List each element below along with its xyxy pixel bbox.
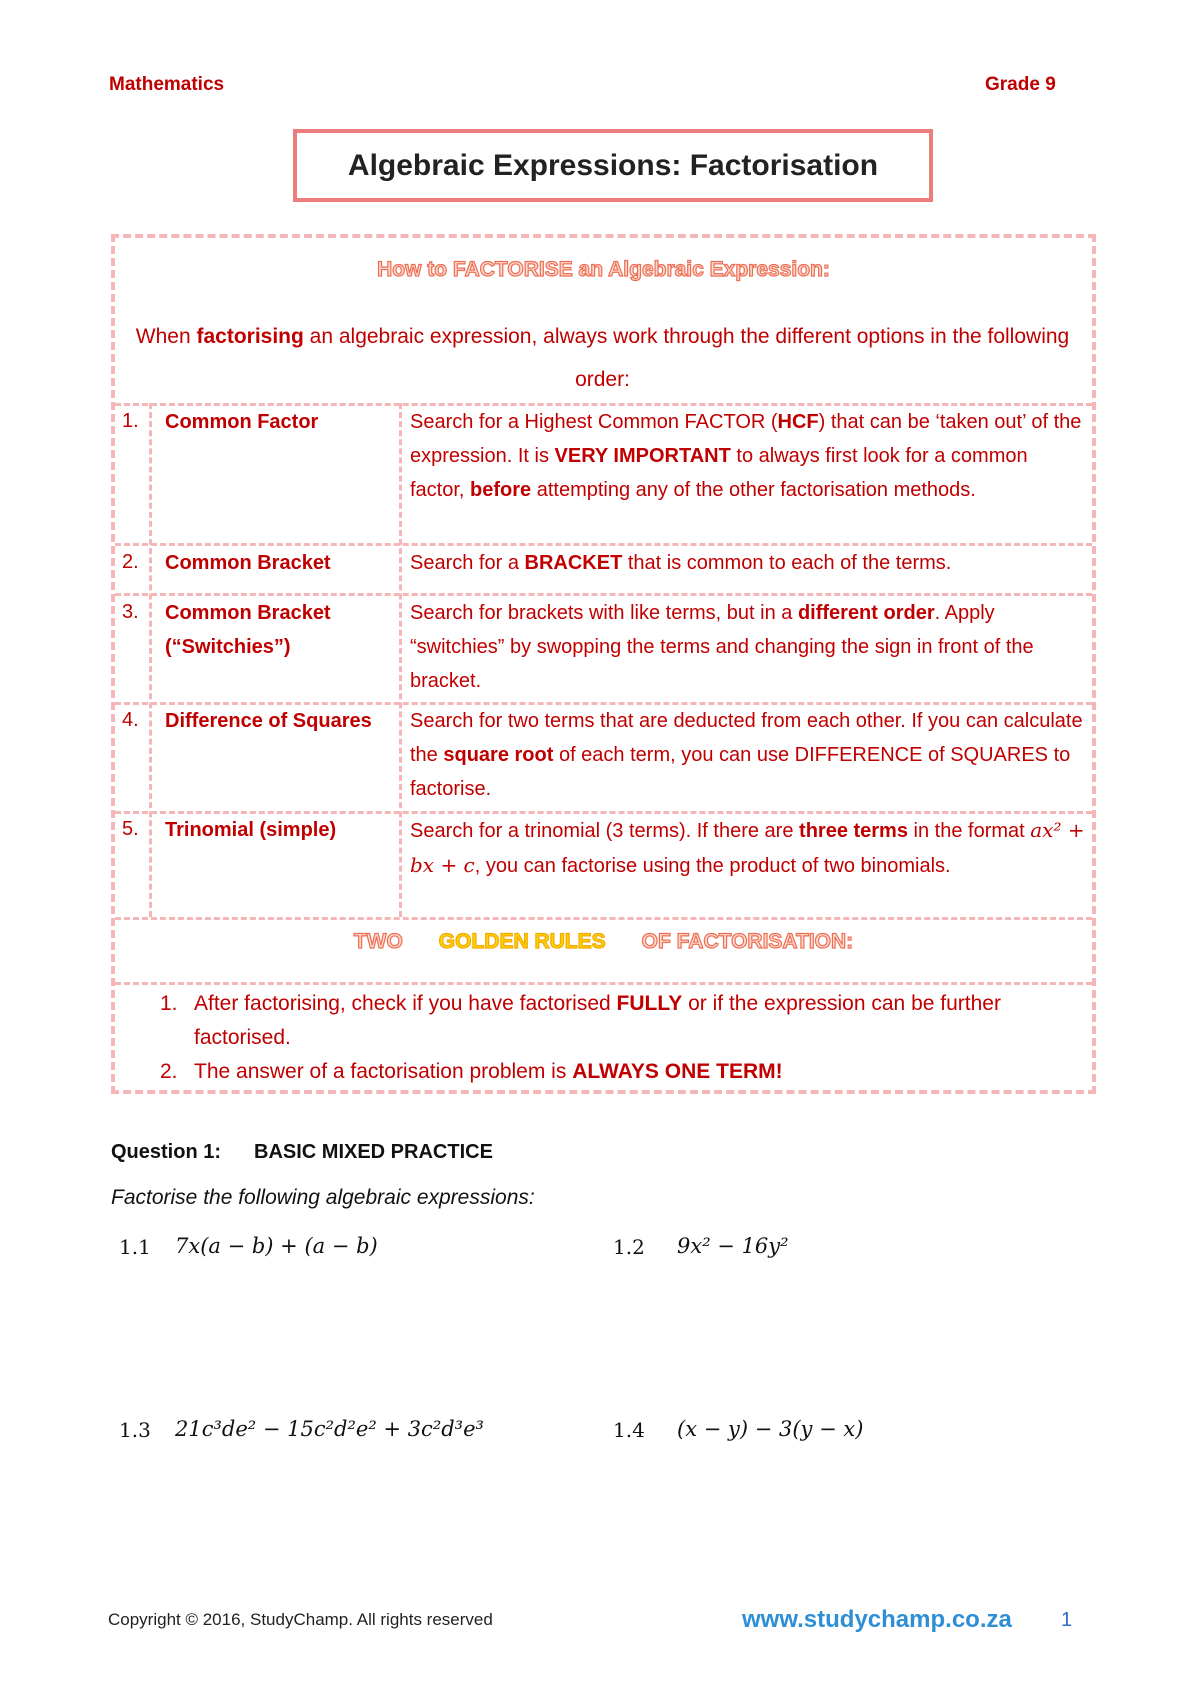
text-run: After factorising, check if you have factorised [194, 992, 617, 1015]
rule-text [194, 987, 1084, 1055]
guide-heading: How to FACTORISE an Algebraic Expression: [377, 258, 830, 281]
emphasis-text: before [470, 479, 532, 501]
method-description [410, 546, 1085, 580]
method-name: Common Bracket [165, 552, 331, 574]
question-item-expression: 21c³de² − 15c²d²e² + 3c²d³e³ [175, 1417, 484, 1441]
method-description [410, 813, 1085, 883]
rule-text [194, 1055, 1084, 1089]
emphasis-text: HCF [777, 411, 819, 433]
method-number: 3. [122, 601, 139, 623]
page-number: 1 [1061, 1609, 1073, 1631]
emphasis-text: square root [443, 744, 554, 766]
question-item-number: 1.4 [613, 1418, 645, 1442]
question-item-expression: 9x² − 16y² [677, 1234, 789, 1258]
emphasis-text: FULLY [616, 992, 683, 1015]
method-number: 4. [122, 709, 139, 731]
question-instruction: Factorise the following algebraic expressions: [111, 1186, 535, 1209]
method-name: Difference of Squares [165, 710, 372, 732]
text-run: Search for a trinomial (3 terms). If there are [410, 820, 800, 842]
emphasis-text: three terms [799, 820, 908, 842]
text-run: of each term, you can use DIFFERENCE of SQUARES to factorise. [410, 744, 1071, 800]
question-title: BASIC MIXED PRACTICE [254, 1141, 493, 1163]
emphasis-text: BRACKET [524, 552, 623, 574]
text-run: to always first look for a common factor, [410, 445, 1028, 501]
golden-rules-word: GOLDEN RULES [438, 930, 606, 953]
page-title: Algebraic Expressions: Factorisation [293, 129, 933, 202]
method-number: 2. [122, 551, 139, 573]
method-description [410, 704, 1085, 806]
method-number: 1. [122, 410, 139, 432]
guide-intro: When factorising an algebraic expression, always work through the different options in the following order: [135, 325, 1070, 391]
text-run: . Apply “switchies” by swopping the terms and changing the sign in front of the bracket. [410, 602, 1034, 692]
table-divider [399, 403, 402, 917]
table-divider [115, 917, 1092, 920]
question-item-expression: 7x(a − b) + (a − b) [175, 1234, 378, 1258]
subject-label: Mathematics [109, 74, 225, 95]
emphasis-text: VERY IMPORTANT [554, 445, 731, 467]
text-run: Search for a Highest Common FACTOR ( [410, 411, 778, 433]
text-run: in the format [907, 820, 1031, 842]
text-run: Search for two terms that are deducted from each other. If you can calculate the [410, 710, 1083, 766]
golden-rules-heading [115, 930, 1092, 954]
method-name: Common Factor [165, 411, 319, 433]
text-run: attempting any of the other factorisation methods. [531, 479, 976, 501]
footer-website-link[interactable]: www.studychamp.co.za [742, 1606, 1012, 1633]
grade-label: Grade 9 [985, 74, 1056, 95]
text-run: or if the expression can be further factorised. [194, 992, 1001, 1049]
table-divider [149, 403, 152, 917]
method-name: Trinomial (simple) [165, 819, 337, 841]
text-run: Search for brackets with like terms, but in a [410, 602, 798, 624]
footer-copyright: Copyright © 2016, StudyChamp. All rights reserved [108, 1610, 493, 1629]
rule-number: 1. [160, 992, 178, 1015]
method-description [410, 596, 1085, 698]
method-description [410, 405, 1085, 507]
text-run: Search for a [410, 552, 525, 574]
text-run: ) that can be ‘taken out’ of the expression. It is [410, 411, 1082, 467]
question-item-number: 1.2 [613, 1235, 645, 1259]
emphasis-text: different order [797, 602, 935, 624]
question-item-number: 1.3 [119, 1418, 151, 1442]
rule-number: 2. [160, 1060, 178, 1083]
question-item-number: 1.1 [119, 1235, 151, 1259]
method-name: Common Bracket (“Switchies”) [165, 602, 331, 658]
question-label: Question 1: [111, 1141, 222, 1163]
text-run: that is common to each of the terms. [622, 552, 952, 574]
emphasis-text: ALWAYS ONE TERM! [572, 1060, 783, 1083]
method-number: 5. [122, 818, 139, 840]
text-run: , you can factorise using the product of two binomials. [474, 855, 951, 877]
text-run: The answer of a factorisation problem is [194, 1060, 573, 1083]
math-expression: ax² + bx + c [410, 818, 1085, 877]
golden-rules-word: TWO [353, 930, 403, 953]
golden-rules-word: OF FACTORISATION: [641, 930, 854, 953]
question-item-expression: (x − y) − 3(y − x) [677, 1417, 864, 1441]
table-divider [115, 982, 1092, 985]
